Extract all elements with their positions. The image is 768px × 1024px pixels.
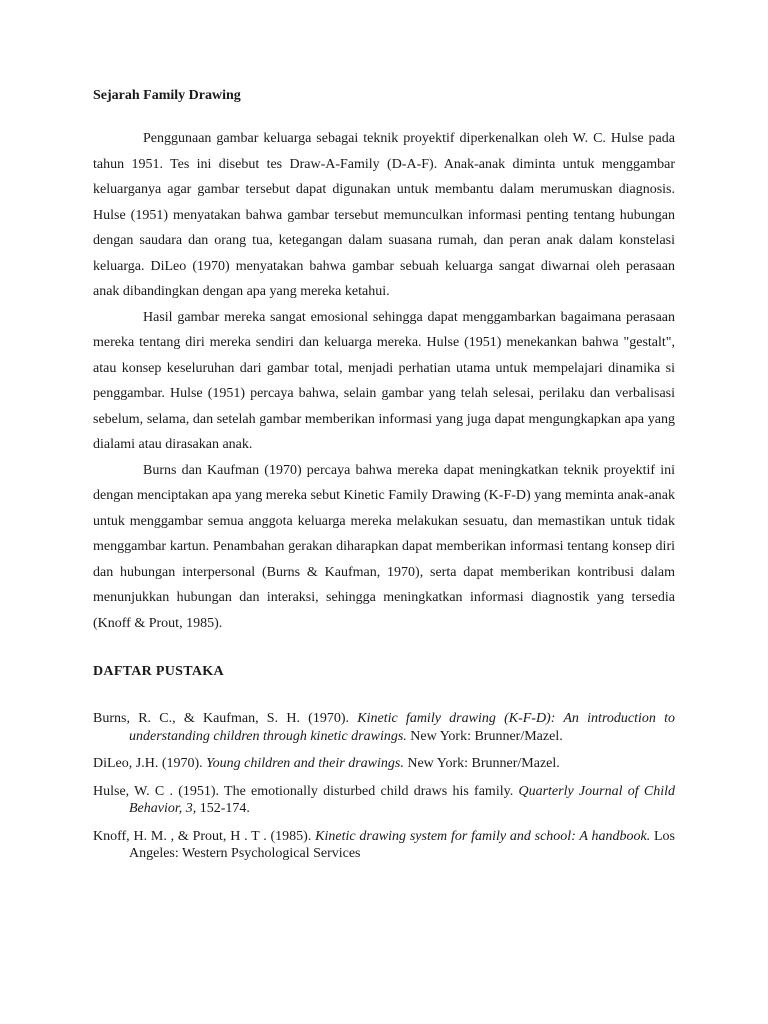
reference-title: Young children and their drawings. xyxy=(206,756,404,771)
reference-title: Kinetic family drawing (K-F-D): An introduction to understanding children through kinetic drawings. xyxy=(129,711,675,744)
section-title: Sejarah Family Drawing xyxy=(93,88,241,103)
reference-publisher: New York: Brunner/Mazel. xyxy=(406,728,563,744)
reference-list xyxy=(93,710,675,863)
paragraph-1: Penggunaan gambar keluarga sebagai teknik proyektif diperkenalkan oleh W. C. Hulse pada tahun 1951. Tes ini disebut tes Draw-A-Family (D-A-F). Anak-anak diminta untuk menggambar keluarganya agar gambar tersebut dapat digunakan untuk membantu dalam merumuskan diagnosis. Hulse (1951) menyatakan bahwa gambar tersebut memunculkan informasi penting tentang hubungan dengan saudara dan orang tua, ketegangan dalam suasana rumah, dan peran anak dalam konstelasi keluarga. DiLeo (1970) menyatakan bahwa gambar sebuah keluarga sangat diwarnai oleh perasaan anak dibandingkan dengan apa yang mereka ketahui. xyxy=(93,131,675,299)
body-text xyxy=(93,126,675,636)
reference-item-dileo xyxy=(93,755,675,773)
reference-publisher: Los Angeles: Western Psychological Services xyxy=(129,828,675,861)
paragraph-2: Hasil gambar mereka sangat emosional sehingga dapat menggambarkan bagaimana perasaan mereka tentang diri mereka sendiri dan keluarga mereka. Hulse (1951) menekankan bahwa "gestalt", atau konsep keseluruhan dari gambar total, menjadi perhatian utama untuk mempelajari dinamika si penggambar. Hulse (1951) percaya bahwa, selain gambar yang telah selesai, perilaku dan verbalisasi sebelum, selama, dan setelah gambar memberikan informasi yang juga dapat mengungkapkan apa yang dialami atau dirasakan anak. xyxy=(93,309,675,452)
reference-title: Kinetic drawing system for family and school: A handbook. xyxy=(315,828,651,844)
reference-authors: DiLeo, J.H. (1970). xyxy=(93,756,207,771)
reference-item-burns xyxy=(93,710,675,745)
reference-authors: Hulse, W. C . (1951). The emotionally disturbed child draws his family. xyxy=(93,783,519,799)
reference-item-hulse xyxy=(93,783,675,818)
reference-item-knoff xyxy=(93,828,675,863)
reference-publisher: 152-174. xyxy=(196,801,250,816)
references-title: DAFTAR PUSTAKA xyxy=(93,664,224,679)
reference-publisher: New York: Brunner/Mazel. xyxy=(403,756,560,771)
reference-authors: Knoff, H. M. , & Prout, H . T . (1985). xyxy=(93,828,316,844)
reference-title: Quarterly Journal of Child Behavior, 3, xyxy=(129,783,675,816)
reference-authors: Burns, R. C., & Kaufman, S. H. (1970). xyxy=(93,711,358,726)
paragraph-3: Burns dan Kaufman (1970) percaya bahwa mereka dapat meningkatkan teknik proyektif ini dengan menciptakan apa yang mereka sebut Kinetic Family Drawing (K-F-D) yang meminta anak-anak untuk menggambar semua anggota keluarga mereka melakukan sesuatu, dan memastikan untuk tidak menggambar kartun. Penambahan gerakan diharapkan dapat memberikan informasi tentang konsep diri dan hubungan interpersonal (Burns & Kaufman, 1970), serta dapat memberikan kontribusi dalam menunjukkan hubungan dan interaksi, sehingga meningkatkan informasi diagnostik yang tersedia (Knoff & Prout, 1985). xyxy=(93,462,675,631)
